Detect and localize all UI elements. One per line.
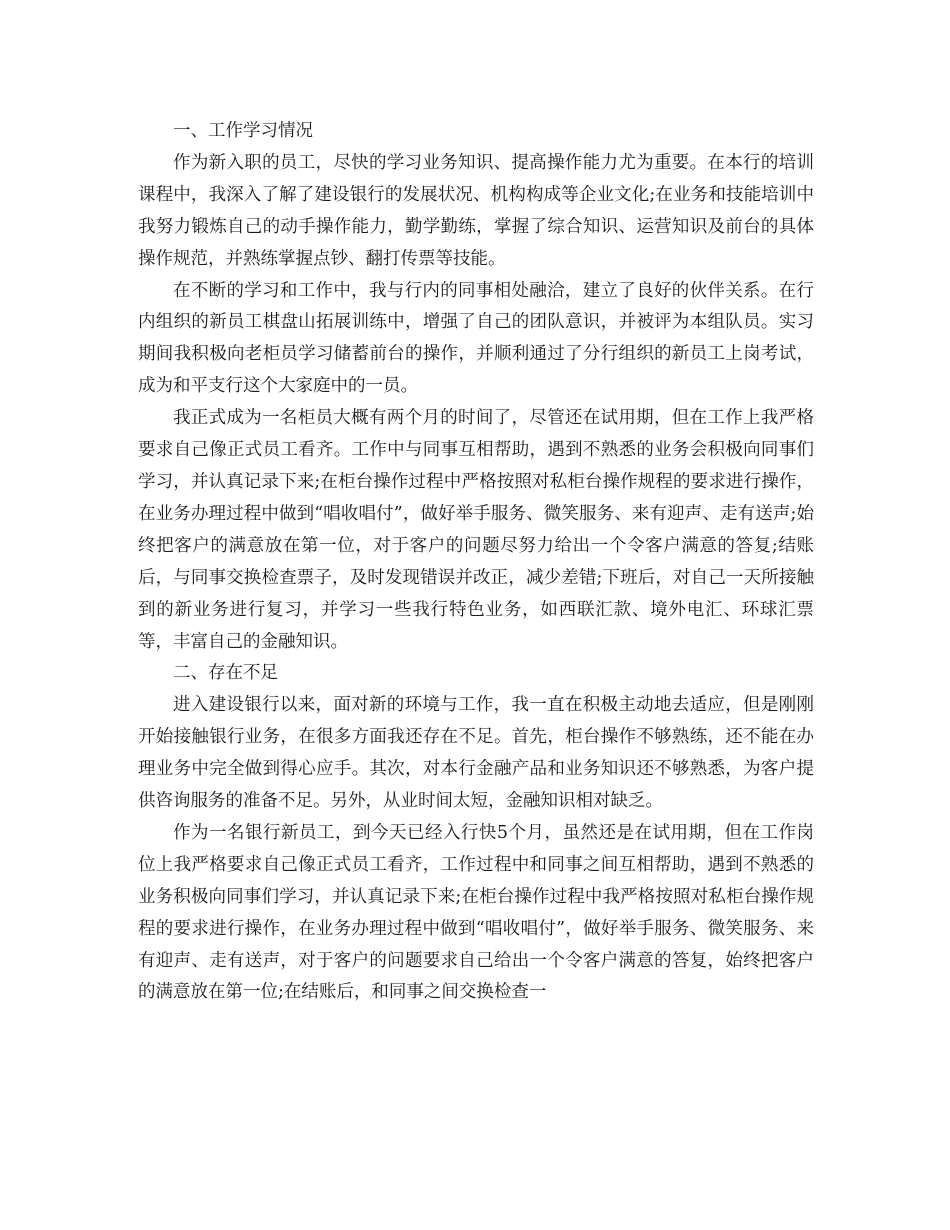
section-heading-work-study: 一、工作学习情况 — [173, 121, 313, 141]
paragraph-new-employee: 作为一名银行新员工，到今天已经入行快5个月，虽然还是在试用期，但在工作岗位上我严格要求自己像正式员工看齐，工作过程中和同事之间互相帮助，遇到不熟悉的业务积极向同事们学习，并认真记录下来;在柜台操作过程中我严格按照对私柜台操作规程的要求进行操作，在业务办理过程中做到“唱收唱付”，做好举手服务、微笑服务、来有迎声、走有送声，对于客户的问题要求自己给出一个令客户满意的答复，始终把客户的满意放在第一位;在结账后，和同事之间交换检查一 — [138, 822, 814, 1003]
document-body — [138, 116, 814, 1009]
paragraph-teller-work: 我正式成为一名柜员大概有两个月的时间了，尽管还在试用期，但在工作上我严格要求自己像正式员工看齐。工作中与同事互相帮助，遇到不熟悉的业务会积极向同事们学习，并认真记录下来;在柜台操作过程中严格按照对私柜台操作规程的要求进行操作，在业务办理过程中做到“唱收唱付”，做好举手服务、微笑服务、来有迎声、走有送声;始终把客户的满意放在第一位，对于客户的问题尽努力给出一个令客户满意的答复;结账后，与同事交换检查票子，及时发现错误并改正，减少差错;下班后，对自己一天所接触到的新业务进行复习，并学习一些我行特色业务，如西联汇款、境外电汇、环球汇票等，丰富自己的金融知识。 — [138, 408, 814, 652]
paragraph-learning: 作为新入职的员工，尽快的学习业务知识、提高操作能力尤为重要。在本行的培训课程中，我深入了解了建设银行的发展状况、机构构成等企业文化;在业务和技能培训中我努力锻炼自己的动手操作能力，勤学勤练，掌握了综合知识、运营知识及前台的具体操作规范，并熟练掌握点钞、翻打传票等技能。 — [138, 152, 814, 269]
section-heading-shortcomings: 二、存在不足 — [173, 663, 278, 684]
paragraph-colleagues: 在不断的学习和工作中，我与行内的同事相处融洽，建立了良好的伙伴关系。在行内组织的新员工棋盘山拓展训练中，增强了自己的团队意识，并被评为本组队员。实习期间我积极向老柜员学习储蓄前台的操作，并顺利通过了分行组织的新员工上岗考试，成为和平支行这个大家庭中的一员。 — [138, 280, 814, 397]
paragraph-shortcomings: 进入建设银行以来，面对新的环境与工作，我一直在积极主动地去适应，但是刚刚开始接触银行业务，在很多方面我还存在不足。首先，柜台操作不够熟练，还不能在办理业务中完全做到得心应手。其次，对本行金融产品和业务知识还不够熟悉，为客户提供咨询服务的准备不足。另外，从业时间太短，金融知识相对缺乏。 — [138, 695, 814, 812]
